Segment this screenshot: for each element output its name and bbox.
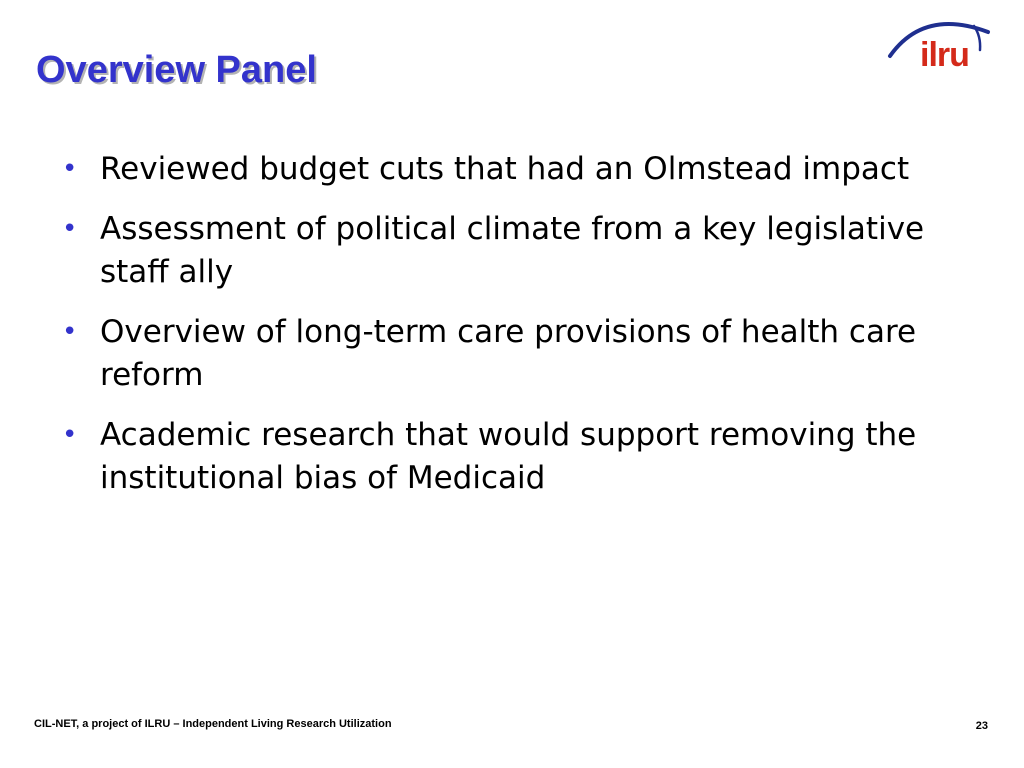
- bullet-text: Assessment of political climate from a key legislative staff ally: [100, 211, 925, 290]
- bullet-text: Academic research that would support removing the institutional bias of Medicaid: [100, 417, 917, 496]
- bullet-dot-icon: •: [62, 317, 78, 347]
- bullet-text: Overview of long-term care provisions of health care reform: [100, 314, 917, 393]
- bullet-item: [62, 311, 982, 397]
- bullet-text: Reviewed budget cuts that had an Olmstead impact: [100, 151, 910, 187]
- bullet-dot-icon: •: [62, 420, 78, 450]
- slide-title: Overview Panel: [36, 49, 317, 91]
- page-number: 23: [975, 720, 988, 732]
- ilru-logo: [884, 14, 994, 74]
- bullet-list: [62, 148, 982, 517]
- bullet-dot-icon: •: [62, 154, 78, 184]
- footer-text: CIL-NET, a project of ILRU – Independent Living Research Utilization: [34, 718, 392, 730]
- bullet-item: [62, 414, 982, 500]
- bullet-item: [62, 148, 982, 191]
- bullet-dot-icon: •: [62, 214, 78, 244]
- bullet-item: [62, 208, 982, 294]
- logo-text: ilru: [920, 36, 969, 74]
